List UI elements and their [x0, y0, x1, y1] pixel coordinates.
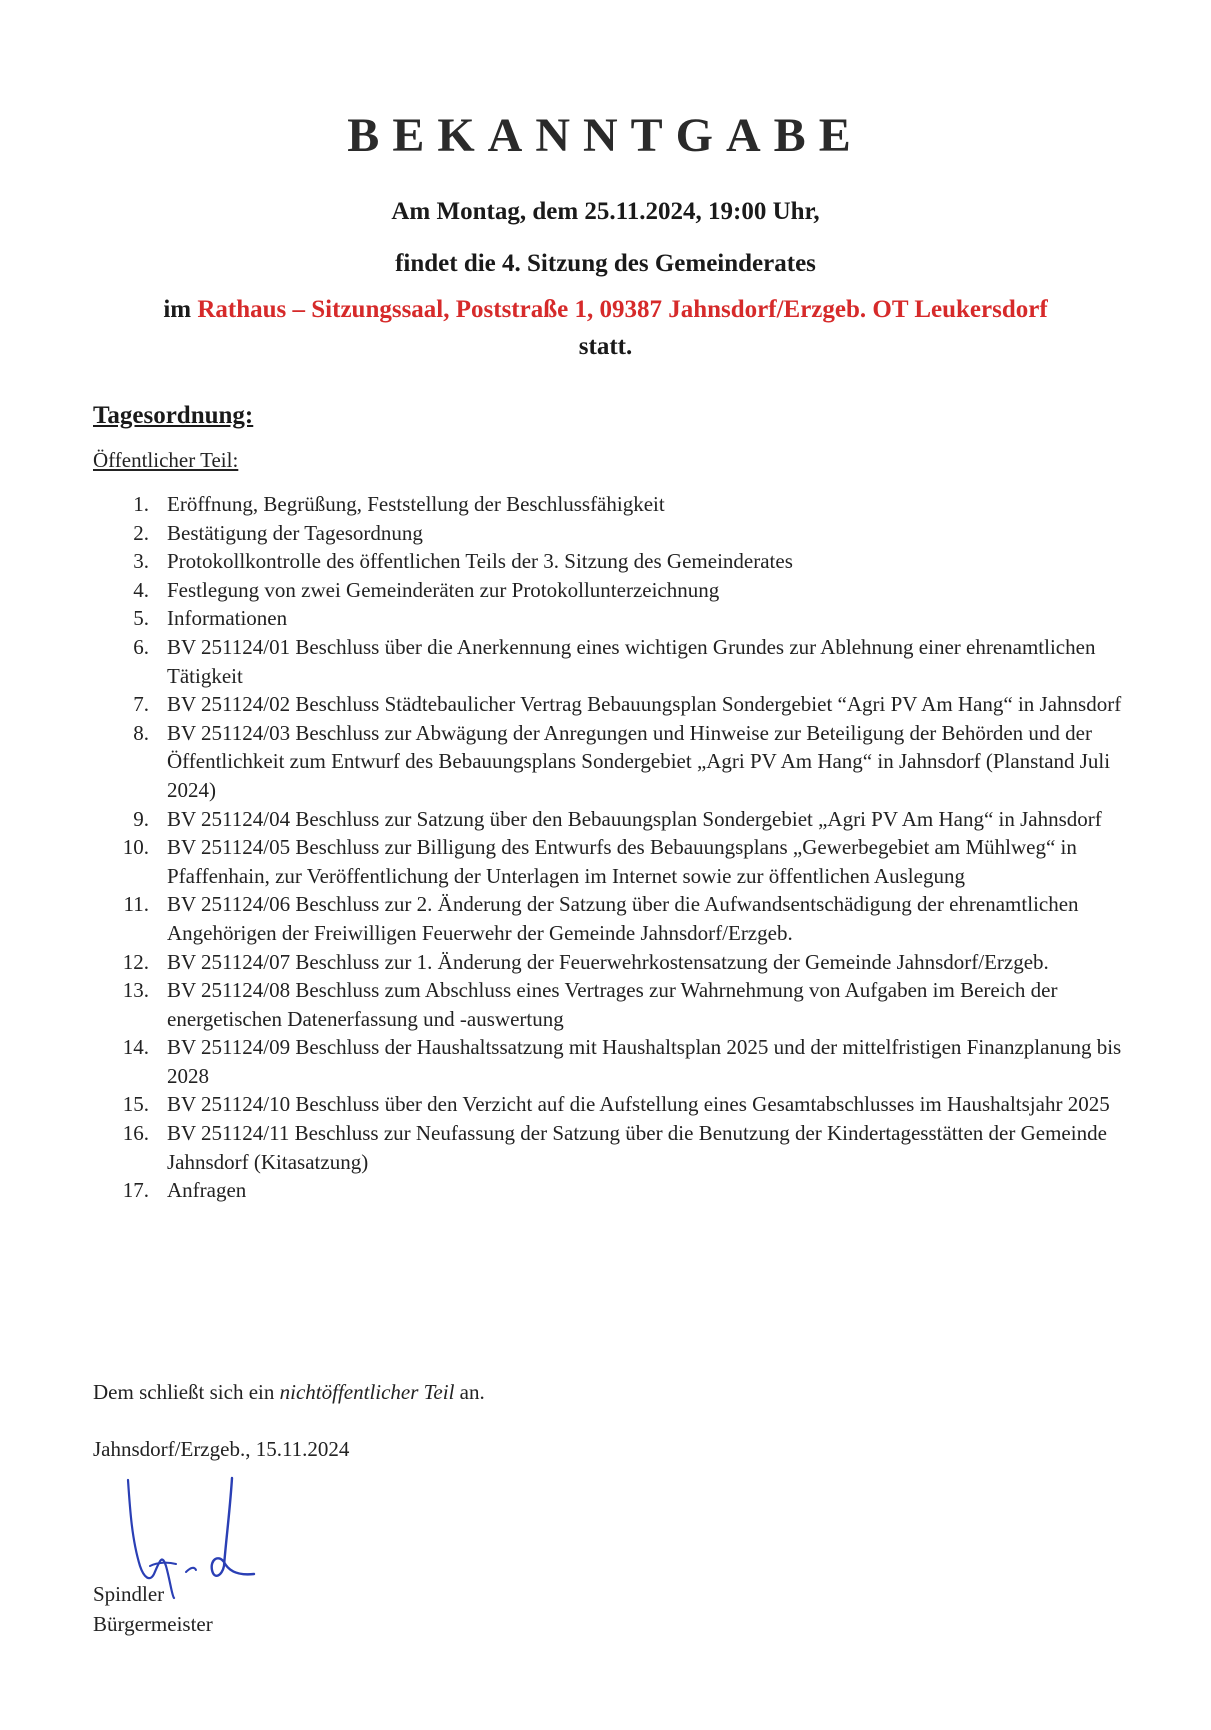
agenda-item-text: Anfragen — [167, 1178, 247, 1203]
agenda-item — [93, 805, 1133, 834]
agenda-item — [93, 890, 1133, 947]
agenda-item-text: Bestätigung der Tagesordnung — [167, 520, 423, 545]
agenda-item — [93, 976, 1133, 1033]
agenda-item-number: 16. — [122, 1121, 149, 1146]
signer-role: Bürgermeister — [93, 1612, 213, 1636]
agenda-list — [93, 490, 1133, 1205]
agenda-item-text: Protokollkontrolle des öffentlichen Teils der 3. Sitzung des Gemeinderates — [167, 549, 793, 574]
closing-emphasis: nichtöffentlicher Teil — [279, 1380, 455, 1404]
agenda-item-number: 12. — [122, 949, 149, 974]
agenda-item — [93, 604, 1133, 633]
meeting-location: Rathaus – Sitzungssaal, Poststraße 1, 09387 Jahnsdorf/Erzgeb. OT Leukersdorf — [197, 296, 1048, 323]
handwritten-signature — [110, 1470, 290, 1600]
agenda-item — [93, 519, 1133, 548]
agenda-item-number: 1. — [133, 492, 149, 516]
agenda-item-number: 2. — [133, 520, 149, 545]
agenda-item-number: 4. — [133, 577, 149, 602]
agenda-item — [93, 576, 1133, 605]
agenda-item-number: 17. — [122, 1178, 149, 1203]
agenda-item — [93, 547, 1133, 576]
agenda-item-text: BV 251124/04 Beschluss zur Satzung über den Bebauungsplan Sondergebiet „Agri PV Am Hang“ in Jahnsdorf — [167, 806, 1102, 831]
public-part-heading: Öffentlicher Teil: — [93, 448, 239, 472]
agenda-item-number: 5. — [133, 606, 149, 631]
agenda-item-text: BV 251124/03 Beschluss zur Abwägung der Anregungen und Hinweise zur Beteiligung der Behörden und der Öffentlichkeit zum Entwurf des Bebauungsplans Sondergebiet „Agri PV Am Hang“ in Jahnsdorf (Planstand Juli 2024) — [167, 720, 1111, 802]
closing-suffix: an. — [459, 1380, 485, 1404]
agenda-item-text: BV 251124/01 Beschluss über die Anerkennung eines wichtigen Grundes zur Ablehnung einer ehrenamtlichen Tätigkeit — [167, 634, 1096, 688]
meeting-date-line: Am Montag, dem 25.11.2024, 19:00 Uhr, — [391, 198, 820, 225]
agenda-item — [93, 719, 1133, 805]
agenda-item-text: BV 251124/06 Beschluss zur 2. Änderung der Satzung über die Aufwandsentschädigung der ehrenamtlichen Angehörigen der Freiwilligen Feuerwehr der Gemeinde Jahnsdorf/Erzgeb. — [167, 892, 1079, 945]
agenda-item — [93, 633, 1133, 690]
agenda-item — [93, 948, 1133, 977]
agenda-item-number: 10. — [122, 835, 149, 860]
meeting-session-line: findet die 4. Sitzung des Gemeinderates — [395, 250, 816, 277]
agenda-item-number: 6. — [133, 634, 149, 659]
agenda-item-text: BV 251124/02 Beschluss Städtebaulicher Vertrag Bebauungsplan Sondergebiet “Agri PV Am Hang“ in Jahnsdorf — [167, 692, 1122, 717]
agenda-item-number: 7. — [133, 692, 149, 717]
closing-prefix: Dem schließt sich ein — [93, 1380, 275, 1404]
agenda-item-text: BV 251124/09 Beschluss der Haushaltssatzung mit Haushaltsplan 2025 und der mittelfristigen Finanzplanung bis 2028 — [167, 1035, 1122, 1088]
agenda-heading: Tagesordnung: — [93, 402, 254, 429]
agenda-item — [93, 1119, 1133, 1176]
place-and-date: Jahnsdorf/Erzgeb., 15.11.2024 — [93, 1437, 350, 1461]
meeting-location-line — [0, 296, 1211, 324]
meeting-statt-line: statt. — [578, 333, 633, 360]
agenda-item-text: Eröffnung, Begrüßung, Feststellung der Beschlussfähigkeit — [167, 492, 665, 516]
agenda-item — [93, 1033, 1133, 1090]
agenda-item-number: 15. — [122, 1092, 149, 1117]
signer-name: Spindler — [93, 1582, 165, 1606]
agenda-item-number: 11. — [123, 892, 149, 917]
agenda-item-text: BV 251124/10 Beschluss über den Verzicht auf die Aufstellung eines Gesamtabschlusses im Haushaltsjahr 2025 — [167, 1092, 1110, 1117]
location-prefix: im — [163, 296, 192, 323]
agenda-item — [93, 1090, 1133, 1119]
document-title: BEKANNTGABE — [347, 109, 864, 162]
agenda-item-number: 3. — [133, 549, 149, 574]
agenda-item-number: 8. — [133, 720, 149, 745]
agenda-item — [93, 490, 1133, 519]
agenda-item-text: Informationen — [167, 606, 288, 631]
agenda-item — [93, 833, 1133, 890]
agenda-item-number: 14. — [122, 1035, 149, 1060]
closing-sentence — [93, 1380, 485, 1405]
agenda-item-text: BV 251124/05 Beschluss zur Billigung des Entwurfs des Bebauungsplans „Gewerbegebiet am Mühlweg“ in Pfaffenhain, zur Veröffentlichung der Unterlagen im Internet sowie zur öffentlichen Auslegung — [167, 835, 1077, 888]
agenda-item-text: BV 251124/11 Beschluss zur Neufassung der Satzung über die Benutzung der Kindertagesstätten der Gemeinde Jahnsdorf (Kitasatzung) — [167, 1121, 1107, 1174]
agenda-item — [93, 690, 1133, 719]
agenda-item-text: BV 251124/08 Beschluss zum Abschluss eines Vertrages zur Wahrnehmung von Aufgaben im Bereich der energetischen Datenerfassung und -auswertung — [167, 978, 1058, 1031]
agenda-item-text: Festlegung von zwei Gemeinderäten zur Protokollunterzeichnung — [167, 577, 720, 602]
agenda-item — [93, 1176, 1133, 1205]
agenda-item-number: 13. — [122, 978, 149, 1003]
agenda-item-number: 9. — [133, 806, 149, 831]
agenda-item-text: BV 251124/07 Beschluss zur 1. Änderung der Feuerwehrkostensatzung der Gemeinde Jahnsdorf/Erzgeb. — [167, 949, 1049, 974]
